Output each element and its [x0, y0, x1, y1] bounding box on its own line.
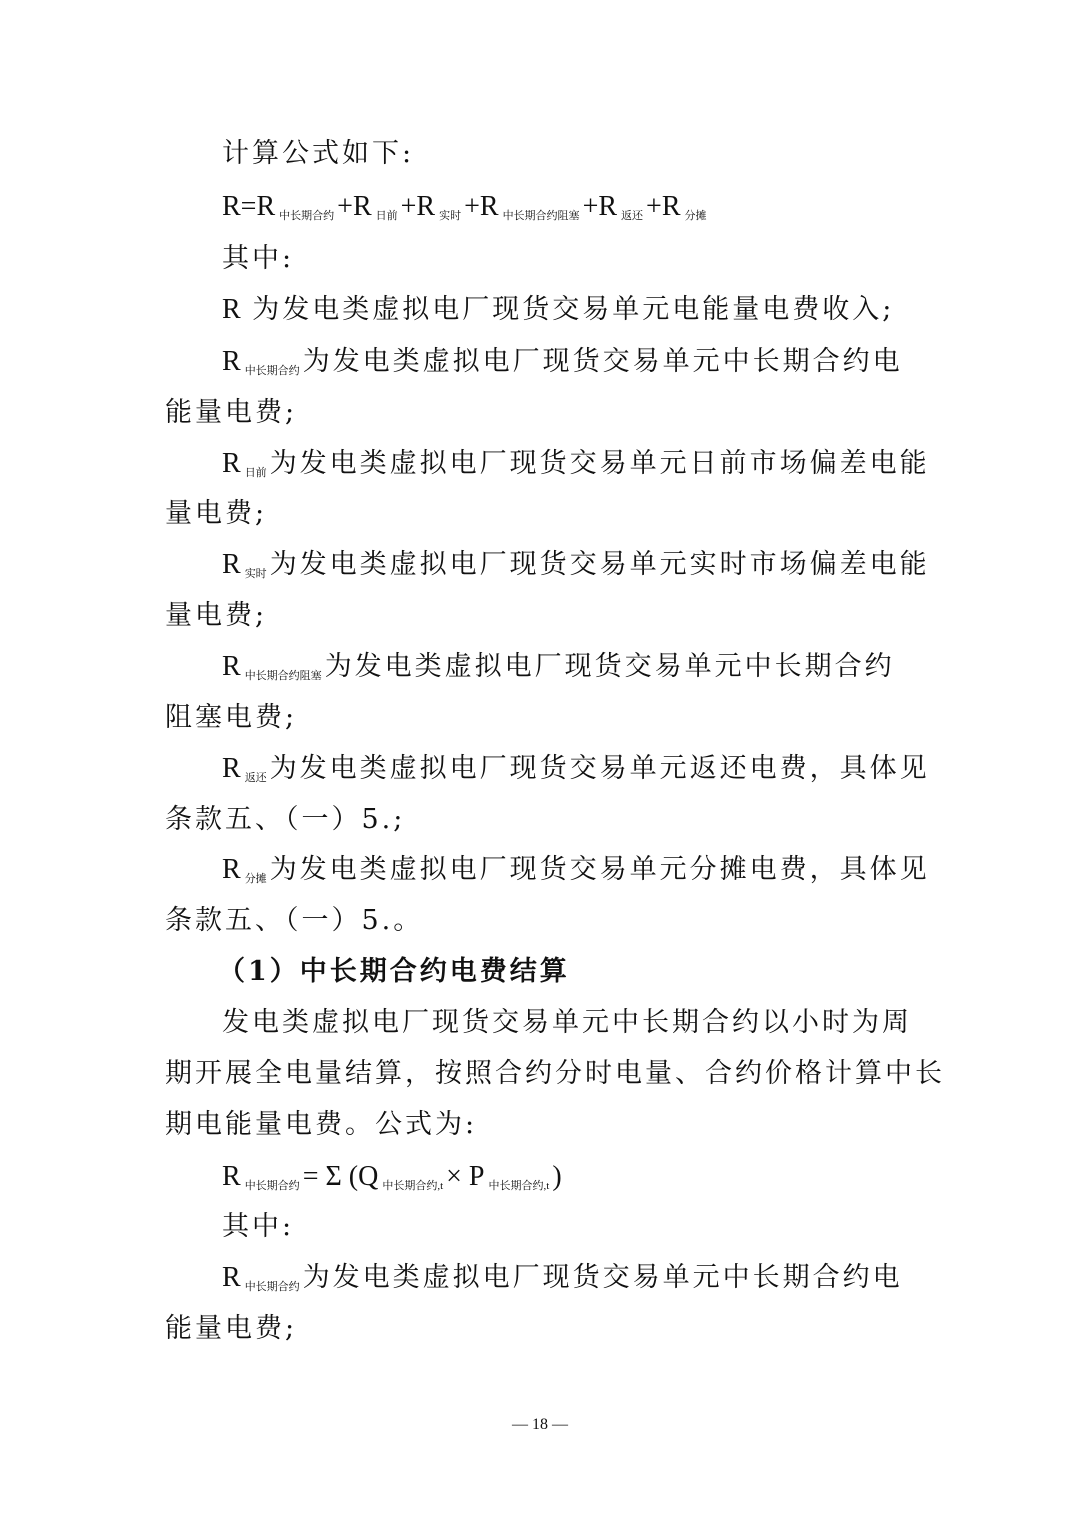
definition-text: 为发电类虚拟电厂现货交易单元中长期合约电: [302, 1262, 903, 1293]
formula-sub-dayahead: 日前: [375, 210, 398, 222]
symbol-sub: 中长期合约阻塞: [244, 669, 322, 682]
symbol-sub: 实时: [244, 567, 267, 580]
definition-return-line1: [222, 752, 930, 791]
definition-congestion-line2: 阻塞电费;: [165, 702, 298, 733]
definition-realtime-line2: 量电费;: [165, 600, 268, 631]
definition-mid-line1: [222, 345, 903, 384]
section-paragraph-line2: 期开展全电量结算，按照合约分时电量、合约价格计算中长: [165, 1058, 945, 1089]
definition-text: 为发电类虚拟电厂现货交易单元电能量电费收入;: [252, 294, 895, 325]
where-label: 其中:: [222, 243, 295, 274]
definition-text: 为发电类虚拟电厂现货交易单元分摊电费，具体见: [269, 854, 930, 885]
formula-2: [222, 1160, 562, 1199]
formula-op: +R: [337, 191, 372, 222]
section-paragraph-line1: 发电类虚拟电厂现货交易单元中长期合约以小时为周: [222, 1007, 912, 1038]
formula-sub-mid: 中长期合约: [279, 210, 335, 222]
formula-op: +R: [582, 191, 618, 222]
definition-share-line1: [222, 853, 930, 892]
formula-intro: 计算公式如下:: [222, 138, 415, 169]
symbol-sub: 返还: [244, 771, 267, 784]
definition-congestion-line1: [222, 650, 895, 689]
formula-sub-realtime: 实时: [439, 210, 462, 222]
where-label-2: 其中:: [222, 1211, 295, 1242]
formula2-lhs-sub: 中长期合约: [244, 1180, 300, 1192]
definition-realtime-line1: [222, 548, 930, 587]
definition-mid2-line1: [222, 1261, 903, 1300]
definition-text: 为发电类虚拟电厂现货交易单元返还电费，具体见: [269, 753, 930, 784]
definition-mid-line2: 能量电费;: [165, 397, 298, 428]
symbol-r: R: [222, 854, 241, 885]
formula-op: +R: [464, 191, 499, 222]
section-paragraph-line3: 期电能量电费。公式为:: [165, 1109, 478, 1140]
section-heading: （1）中长期合约电费结算: [218, 956, 570, 987]
formula2-q-sub: 中长期合约,t: [382, 1180, 444, 1192]
symbol-r: R: [222, 448, 241, 479]
formula-sub-congestion: 中长期合约阻塞: [502, 210, 580, 222]
definition-text: 为发电类虚拟电厂现货交易单元中长期合约: [324, 651, 895, 682]
symbol-sub: 分摊: [244, 872, 267, 885]
symbol-r: R: [222, 753, 241, 784]
formula2-lhs: R: [222, 1161, 241, 1192]
formula2-times: × P: [446, 1161, 485, 1192]
symbol-sub: 中长期合约: [244, 364, 300, 377]
definition-share-line2: 条款五、（一）5.。: [165, 905, 424, 936]
formula-op: +R: [646, 191, 681, 222]
definition-dayahead-line2: 量电费;: [165, 498, 268, 529]
symbol-r: R: [222, 549, 241, 580]
formula-sub-share: 分摊: [684, 210, 707, 222]
page-number: — 18 —: [512, 1416, 568, 1433]
symbol-r: R: [222, 346, 241, 377]
definition-text: 为发电类虚拟电厂现货交易单元日前市场偏差电能: [269, 448, 930, 479]
definition-return-line2: 条款五、（一）5.;: [165, 804, 406, 835]
symbol-sub: 日前: [244, 466, 267, 479]
definition-text: 为发电类虚拟电厂现货交易单元实时市场偏差电能: [269, 549, 930, 580]
symbol-r: R: [222, 651, 241, 682]
formula-sub-return: 返还: [621, 210, 644, 222]
formula-lhs: R=R: [222, 191, 276, 222]
definition-r: [222, 293, 894, 327]
definition-mid2-line2: 能量电费;: [165, 1313, 298, 1344]
symbol-r: R: [222, 1262, 241, 1293]
definition-dayahead-line1: [222, 447, 930, 486]
symbol-sub: 中长期合约: [244, 1280, 300, 1293]
formula2-p-sub: 中长期合约,t: [488, 1180, 550, 1192]
formula2-eq: = Σ (Q: [302, 1161, 379, 1192]
main-formula: [222, 190, 710, 229]
definition-text: 为发电类虚拟电厂现货交易单元中长期合约电: [302, 346, 903, 377]
symbol-r: R: [222, 294, 241, 325]
formula2-close: ): [552, 1161, 562, 1192]
formula-op: +R: [400, 191, 436, 222]
